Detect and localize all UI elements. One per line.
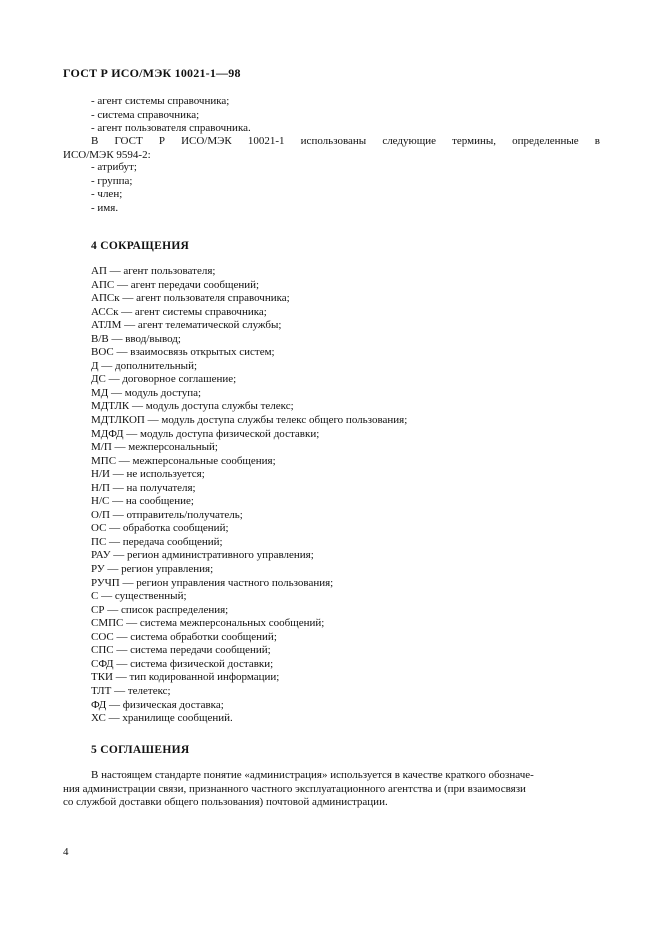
abbreviation-item: ТКИ — тип кодированной информации; xyxy=(91,671,280,684)
abbreviation-item: АП — агент пользователя; xyxy=(91,265,216,277)
paragraph-line: со службой доставки общего пользования) почтовой администрации. xyxy=(63,796,388,809)
list-item: - система справочника; xyxy=(91,108,200,121)
abbreviation-item: РУ — регион управления; xyxy=(91,563,214,576)
abbreviation-item: РАУ — регион административного управления; xyxy=(91,549,314,562)
list-item: - агент системы справочника; xyxy=(91,95,230,107)
abbreviation-item: СПС — система передачи сообщений; xyxy=(91,644,271,657)
abbreviation-item: ОС — обработка сообщений; xyxy=(91,522,229,535)
list-item: - имя. xyxy=(91,201,119,214)
abbreviation-item: О/П — отправитель/получатель; xyxy=(91,508,243,521)
page-number: 4 xyxy=(63,846,69,858)
section-4-title: 4 СОКРАЩЕНИЯ xyxy=(91,240,190,252)
word: в xyxy=(594,135,600,147)
word: термины, xyxy=(452,135,497,147)
abbreviation-item: МД — модуль доступа; xyxy=(91,386,202,399)
section-5-title: 5 СОГЛАШЕНИЯ xyxy=(91,744,190,756)
abbreviation-item: Н/С — на сообщение; xyxy=(91,495,194,508)
word: использованы xyxy=(300,135,367,147)
word: ИСО/МЭК xyxy=(181,135,232,147)
paragraph-line: В настоящем стандарте понятие «администрация» используется в качестве краткого обозначе- xyxy=(91,769,534,781)
abbreviation-item: ВОС — взаимосвязь открытых систем; xyxy=(91,346,275,359)
list-item: - атрибут; xyxy=(91,161,137,173)
abbreviation-item: МДТЛКОП — модуль доступа службы телекс общего пользования; xyxy=(91,414,408,427)
abbreviation-item: МДТЛК — модуль доступа службы телекс; xyxy=(91,400,294,413)
list-item: - член; xyxy=(91,188,123,201)
paragraph-line: ИСО/МЭК 9594-2: xyxy=(63,148,151,161)
abbreviation-item: ФД — физическая доставка; xyxy=(91,698,224,711)
abbreviation-item: В/В — ввод/вывод; xyxy=(91,332,181,345)
abbreviation-item: СР — список распределения; xyxy=(91,603,229,616)
abbreviation-item: Н/П — на получателя; xyxy=(91,481,196,494)
paragraph-line: ния администрации связи, признанного частного эксплуатационного агентства и (при взаимосвязи xyxy=(63,782,526,795)
word: ГОСТ xyxy=(114,135,143,147)
word: 10021-1 xyxy=(247,135,285,147)
paragraph-line-justified xyxy=(63,135,600,149)
word: определенные xyxy=(512,135,579,147)
abbreviation-item: ТЛТ — телетекс; xyxy=(91,684,171,697)
abbreviation-item: С — существенный; xyxy=(91,590,187,603)
terms-paragraph xyxy=(63,135,600,162)
abbreviation-item: Д — дополнительный; xyxy=(91,359,198,372)
conventions-paragraph xyxy=(63,769,600,810)
abbreviation-item: МДФД — модуль доступа физической доставки; xyxy=(91,427,320,440)
word: Р xyxy=(158,135,165,147)
word: В xyxy=(91,135,99,147)
bullet-list-top xyxy=(91,95,251,136)
abbreviation-item: АПС — агент передачи сообщений; xyxy=(91,278,260,291)
abbreviation-item: ПС — передача сообщений; xyxy=(91,535,223,548)
document-header: ГОСТ Р ИСО/МЭК 10021-1—98 xyxy=(63,66,241,80)
abbreviation-item: СФД — система физической доставки; xyxy=(91,657,274,670)
abbreviation-item: АПСк — агент пользователя справочника; xyxy=(91,292,290,305)
abbreviation-item: АТЛМ — агент телематической службы; xyxy=(91,319,282,332)
abbreviation-item: М/П — межперсональный; xyxy=(91,441,218,454)
bullet-list-terms xyxy=(91,161,137,215)
abbreviation-item: СОС — система обработки сообщений; xyxy=(91,630,277,643)
abbreviation-list xyxy=(91,265,407,726)
abbreviation-item: Н/И — не используется; xyxy=(91,468,205,481)
abbreviation-item: РУЧП — регион управления частного пользования; xyxy=(91,576,334,589)
list-item: - группа; xyxy=(91,174,133,187)
list-item: - агент пользователя справочника. xyxy=(91,122,251,135)
abbreviation-item: ДС — договорное соглашение; xyxy=(91,373,237,386)
abbreviation-item: СМПС — система межперсональных сообщений; xyxy=(91,617,325,630)
word: следующие xyxy=(382,135,436,147)
abbreviation-item: АССк — агент системы справочника; xyxy=(91,305,267,318)
abbreviation-item: МПС — межперсональные сообщения; xyxy=(91,454,276,467)
abbreviation-item: ХС — хранилище сообщений. xyxy=(91,712,233,725)
